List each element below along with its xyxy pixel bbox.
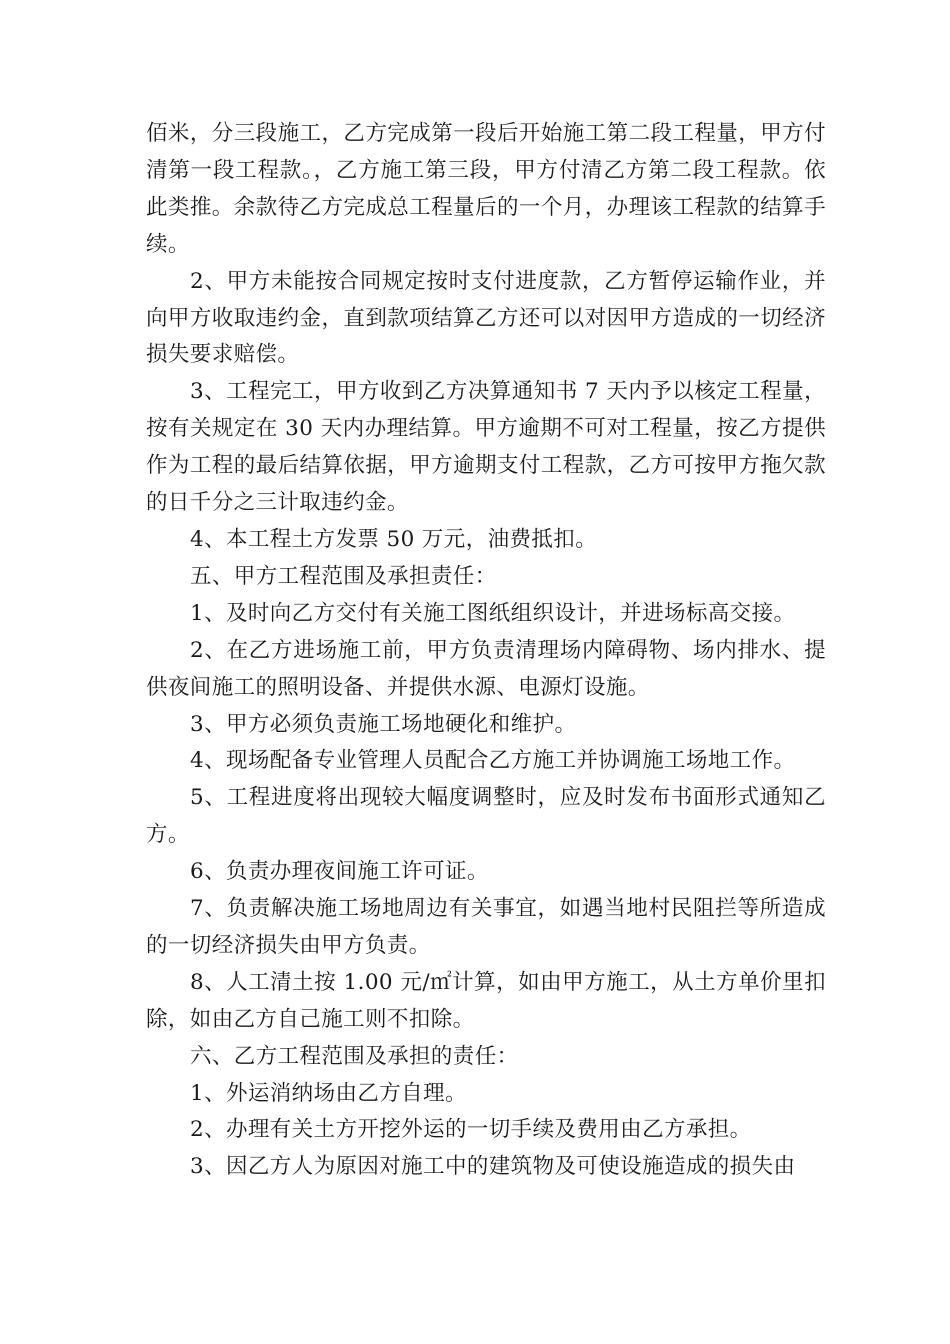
paragraph-party-a-item-1: 1、及时向乙方交付有关施工图纸组织设计，并进场标高交接。 (190, 600, 796, 626)
paragraph-party-b-item-1: 1、外运消纳场由乙方自理。 (190, 1080, 467, 1106)
paragraph-payment-schedule: 佰米，分三段施工，乙方完成第一段后开始施工第二段工程量，甲方付清第一段工程款。，乙方施工第三段，甲方付清乙方第二段工程款。依此类推。余款待乙方完成总工程量后的一个月，办理该工程款的结算手续。 (146, 121, 826, 257)
paragraph-party-b-item-3: 3、因乙方人为原因对施工中的建筑物及可使设施造成的损失由 (190, 1154, 796, 1180)
section-heading-party-a: 五、甲方工程范围及承担责任： (190, 563, 497, 589)
paragraph-party-a-item-3: 3、甲方必须负责施工场地硬化和维护。 (190, 711, 577, 737)
paragraph-party-a-item-7: 7、负责解决施工场地周边有关事宜，如遇当地村民阻拦等所造成的一切经济损失由甲方负责。 (146, 896, 826, 958)
paragraph-party-a-item-2: 2、在乙方进场施工前，甲方负责清理场内障碍物、场内排水、提供夜间施工的照明设备、并提供水源、电源灯设施。 (146, 637, 826, 700)
paragraph-party-b-item-2: 2、办理有关土方开挖外运的一切手续及费用由乙方承担。 (190, 1117, 752, 1143)
paragraph-item-4-invoice: 4、本工程土方发票 50 万元，油费抵扣。 (190, 526, 598, 552)
document-body (146, 116, 826, 1186)
paragraph-party-a-item-4: 4、现场配备专业管理人员配合乙方施工并协调施工场地工作。 (190, 748, 796, 774)
paragraph-item-2-late-payment: 2、甲方未能按合同规定按时支付进度款，乙方暂停运输作业，并向甲方收取违约金，直到款项结算乙方还可以对因甲方造成的一切经济损失要求赔偿。 (146, 268, 826, 368)
paragraph-party-a-item-6: 6、负责办理夜间施工许可证。 (190, 859, 489, 885)
paragraph-party-a-item-5: 5、工程进度将出现较大幅度调整时，应及时发布书面形式通知乙方。 (146, 785, 826, 848)
paragraph-item-3-settlement: 3、工程完工，甲方收到乙方决算通知书 7 天内予以核定工程量，按有关规定在 30 天内办理结算。甲方逾期不可对工程量，按乙方提供作为工程的最后结算依据，甲方逾期支付工程款，乙方可按甲方拖欠款的日千分之三计取违约金。 (146, 379, 826, 516)
section-heading-party-b: 六、乙方工程范围及承担的责任： (190, 1043, 519, 1069)
paragraph-party-a-item-8: 8、人工清土按 1.00 元/㎡计算，如由甲方施工，从土方单价里扣除，如由乙方自己施工则不扣除。 (146, 969, 826, 1032)
